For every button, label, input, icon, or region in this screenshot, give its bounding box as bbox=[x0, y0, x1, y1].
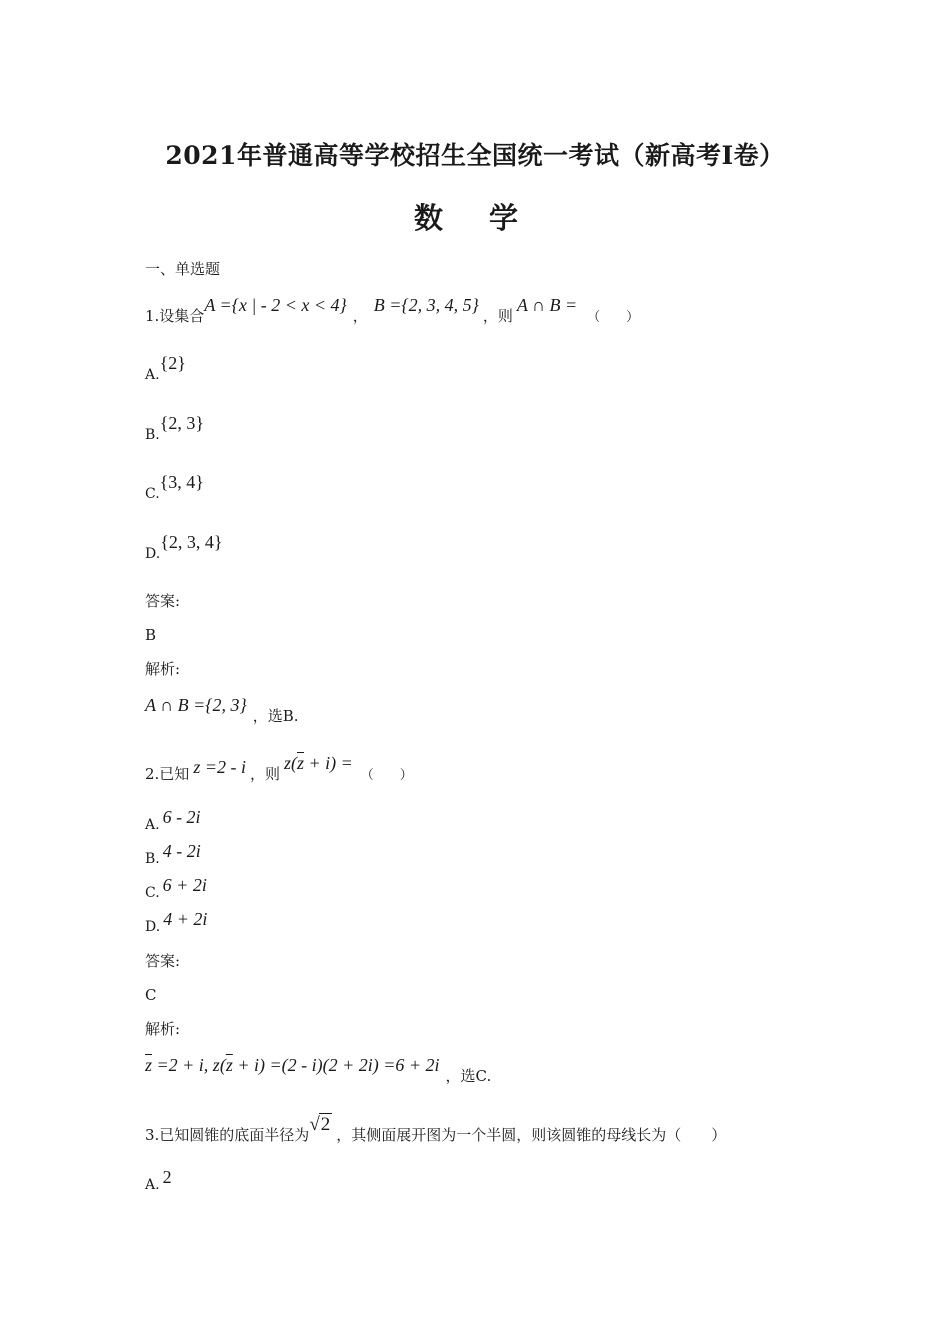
question-1-prefix: 1.设集合 bbox=[145, 307, 205, 325]
question-1-answer: B bbox=[145, 626, 157, 644]
option-value: 4 - 2i bbox=[162, 841, 201, 861]
option-label: A. bbox=[145, 817, 160, 833]
question-2-option-c bbox=[145, 875, 207, 904]
analysis-expr bbox=[145, 1055, 440, 1075]
option-value: 6 + 2i bbox=[162, 875, 207, 895]
analysis-tail: ，选B. bbox=[252, 707, 299, 725]
question-2-option-d bbox=[145, 909, 208, 938]
expr-pre: z( bbox=[283, 753, 297, 773]
option-label: A. bbox=[145, 1177, 160, 1193]
question-1-option-b bbox=[145, 413, 205, 446]
question-1-set-b: B ={2, 3, 4, 5} bbox=[373, 295, 479, 315]
radicand: 2 bbox=[320, 1114, 331, 1135]
question-2-answer: C bbox=[145, 986, 157, 1004]
subject-heading: 数 学 bbox=[413, 201, 537, 235]
analysis-mid-1: =2 + i, z( bbox=[152, 1055, 226, 1075]
sqrt-icon: √ bbox=[309, 1114, 320, 1135]
question-2-paren: （ ） bbox=[360, 768, 413, 783]
option-value: {2, 3, 4} bbox=[160, 532, 223, 552]
expr-post: + i) = bbox=[304, 753, 353, 773]
exam-title: 2021年普通高等学校招生全国统一考试（新高考Ⅰ卷） bbox=[165, 141, 785, 170]
option-value: 6 - 2i bbox=[162, 807, 201, 827]
question-1-analysis-label: 解析: bbox=[145, 660, 181, 678]
analysis-conjugate-1: $\overline{z}$ bbox=[145, 1055, 153, 1075]
expr-conjugate: $\overline{z}$ bbox=[296, 753, 304, 773]
question-3-radical bbox=[309, 1114, 332, 1135]
question-2-answer-label: 答案: bbox=[145, 952, 181, 970]
option-value: 2 bbox=[162, 1167, 172, 1187]
question-2-sep: ，则 bbox=[249, 765, 280, 783]
question-1-answer-label: 答案: bbox=[145, 592, 181, 610]
question-1-option-d bbox=[145, 532, 223, 565]
option-label: D. bbox=[145, 546, 161, 562]
analysis-conjugate-2: $\overline{z}$ bbox=[225, 1055, 233, 1075]
question-2-given: z =2 - i bbox=[193, 757, 246, 777]
question-2 bbox=[145, 753, 413, 787]
option-label: B. bbox=[145, 851, 160, 867]
option-value: {2, 3} bbox=[159, 413, 205, 433]
option-label: D. bbox=[145, 919, 161, 935]
question-2-analysis-label: 解析: bbox=[145, 1020, 181, 1038]
question-1 bbox=[145, 295, 640, 329]
question-1-expr: A ∩ B = bbox=[516, 295, 578, 315]
question-1-set-a: A ={x | - 2 < x < 4} bbox=[204, 295, 347, 315]
option-label: C. bbox=[145, 486, 160, 502]
option-label: B. bbox=[145, 427, 160, 443]
option-label: A. bbox=[145, 367, 160, 383]
question-2-analysis bbox=[145, 1055, 492, 1087]
question-1-paren: （ ） bbox=[587, 310, 640, 325]
question-2-option-b bbox=[145, 841, 201, 870]
question-1-sep2: ，则 bbox=[482, 307, 513, 325]
option-value: 4 + 2i bbox=[163, 909, 208, 929]
question-3 bbox=[145, 1114, 727, 1146]
option-value: {2} bbox=[159, 353, 186, 373]
analysis-tail: ，选C. bbox=[445, 1067, 492, 1085]
question-1-sep1: ， bbox=[352, 307, 368, 325]
option-value: {3, 4} bbox=[159, 472, 204, 492]
question-1-analysis bbox=[145, 695, 299, 727]
question-3-suffix: ，其侧面展开图为一个半圆，则该圆锥的母线长为（ ） bbox=[336, 1126, 727, 1144]
question-1-option-c bbox=[145, 472, 204, 505]
option-label: C. bbox=[145, 885, 160, 901]
analysis-expr: A ∩ B ={2, 3} bbox=[145, 695, 247, 715]
analysis-mid-2: + i) =(2 - i)(2 + 2i) =6 + 2i bbox=[232, 1055, 440, 1075]
question-1-option-a bbox=[145, 353, 186, 386]
question-3-option-a bbox=[145, 1167, 172, 1196]
question-2-expr bbox=[284, 753, 353, 773]
question-2-prefix: 2.已知 bbox=[145, 765, 190, 783]
section-heading: 一、单选题 bbox=[145, 260, 221, 278]
question-2-option-a bbox=[145, 807, 201, 836]
question-3-prefix: 3.已知圆锥的底面半径为 bbox=[145, 1126, 310, 1144]
